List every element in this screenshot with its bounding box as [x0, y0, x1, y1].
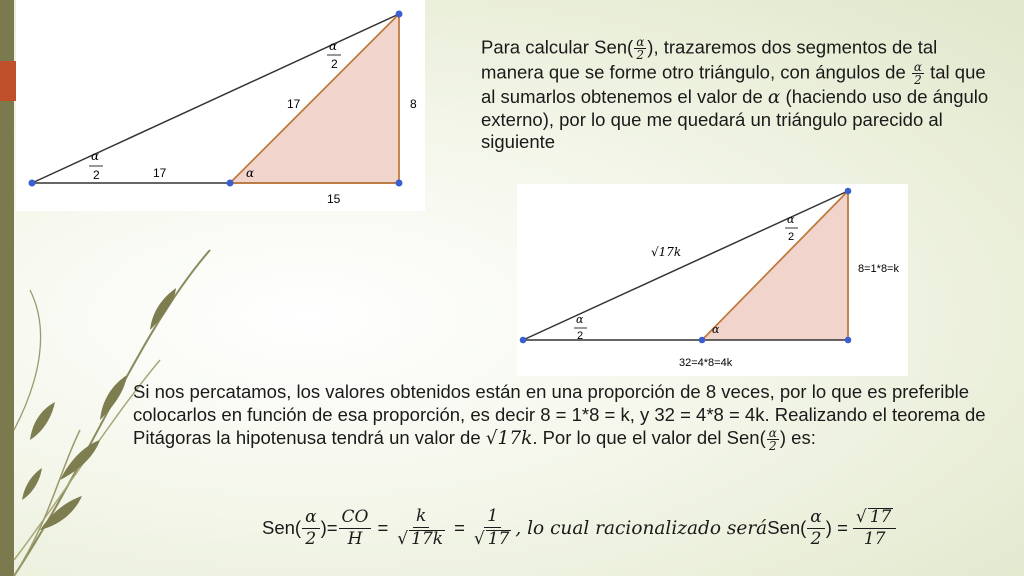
- label2-base: 32=4*8=4k: [679, 357, 733, 369]
- label-hyp-17: 17: [287, 97, 301, 111]
- paragraph-1: [481, 36, 1001, 153]
- formula-close-1: )=: [320, 517, 338, 538]
- p1-frac-num: α: [636, 35, 645, 49]
- label2-alpha-left: α: [576, 313, 584, 326]
- p1-frac2-den: 2: [914, 73, 922, 87]
- p2-frac-den: 2: [768, 438, 777, 453]
- f4-den: 17: [487, 529, 510, 549]
- formula-close-2: ) =: [825, 517, 848, 538]
- figure-1-svg: [16, 0, 425, 211]
- label-two-top: 2: [331, 57, 338, 71]
- point-d[interactable]: [396, 11, 403, 18]
- point-b[interactable]: [227, 180, 234, 187]
- formula-frac-6: [853, 506, 896, 550]
- formula-sen-1: Sen(: [262, 517, 302, 538]
- p1-frac-den: 2: [636, 48, 645, 62]
- p2-frac: [767, 427, 779, 452]
- p1-frac-alpha-2b: [912, 61, 924, 86]
- label-alpha-left: α: [91, 149, 100, 163]
- label2-side: 8=1*8=k: [858, 263, 899, 275]
- leaf-3: [100, 375, 127, 420]
- p2-sqrt: √17k: [485, 428, 533, 449]
- f4-root: √: [473, 529, 485, 549]
- label-two-left: 2: [93, 168, 100, 182]
- label2-hypotenuse: √17k: [651, 245, 682, 259]
- formula-frac-1: [302, 507, 319, 550]
- f1-num: α: [302, 507, 319, 529]
- p1-alpha: α: [767, 87, 781, 108]
- point-c2[interactable]: [845, 337, 852, 344]
- label-base-15: 15: [327, 192, 341, 206]
- label2-alpha-top: α: [787, 213, 795, 226]
- f5-den: 2: [810, 528, 822, 549]
- formula-eq-1: =: [377, 517, 389, 538]
- f4-num: 1: [484, 506, 501, 528]
- f2-num: CO: [339, 507, 372, 529]
- label-alpha: α: [246, 166, 255, 180]
- f3-root: √: [397, 529, 409, 549]
- f2-den: H: [347, 528, 363, 549]
- f6-num: 17: [869, 507, 892, 527]
- leaf-4: [30, 402, 55, 440]
- formula-frac-2: [339, 507, 372, 550]
- f6-num-wrap: [853, 506, 896, 529]
- label-alpha-top: α: [329, 39, 338, 53]
- formula-comment: , lo cual racionalizado será: [515, 517, 768, 539]
- vine-stem-4: [14, 290, 41, 430]
- figure-2-svg: [517, 184, 908, 376]
- p1-text-start: Para calcular Sen(: [481, 36, 634, 58]
- sine-formula: [262, 506, 897, 550]
- f3-num: k: [413, 506, 429, 528]
- leaf-6: [22, 468, 42, 500]
- figure-triangle-2: [517, 184, 908, 376]
- p2-text-1: Si nos percatamos, los valores obtenidos están en una proporción de 8 veces, por lo que es preferible colocarlos en función de esa proporción, es decir 8 = 1*8 = k, y 32 = 4*8 = 4k. Realizando el teorema de Pitágoras la hipotenusa tendrá un valor de: [133, 381, 986, 448]
- label-base-17: 17: [153, 166, 167, 180]
- p1-frac-alpha-2: [634, 36, 646, 61]
- point-a2[interactable]: [520, 337, 527, 344]
- f6-den: 17: [863, 529, 886, 549]
- label2-alpha: α: [712, 323, 720, 336]
- formula-sen-2: Sen(: [767, 517, 807, 538]
- f6-root: √: [855, 507, 867, 527]
- p1-text-mid: ), trazaremos dos segmentos de tal manera que se forme otro triángulo, con ángulos de: [481, 36, 938, 83]
- formula-eq-2: =: [454, 517, 465, 538]
- point-d2[interactable]: [845, 188, 852, 195]
- f5-num: α: [807, 507, 824, 529]
- label2-two-top: 2: [788, 231, 795, 243]
- formula-frac-5: [807, 507, 824, 550]
- p2-text-3: ) es:: [779, 427, 816, 448]
- leaf-1: [60, 440, 100, 480]
- f1-den: 2: [305, 528, 317, 549]
- formula-frac-3: [394, 506, 448, 550]
- formula-frac-4: [471, 506, 514, 550]
- p2-frac-num: α: [768, 425, 777, 440]
- label2-two-left: 2: [577, 330, 584, 342]
- f3-den-wrap: [394, 528, 448, 550]
- label-side-8: 8: [410, 97, 417, 111]
- p2-text-2: . Por lo que el valor del Sen(: [532, 427, 766, 448]
- f4-den-wrap: [471, 528, 514, 550]
- f3-den: 17k: [411, 529, 444, 549]
- leaf-5: [150, 288, 176, 330]
- p1-frac2-num: α: [913, 60, 922, 74]
- point-a[interactable]: [29, 180, 36, 187]
- point-b2[interactable]: [699, 337, 706, 344]
- p1-text-line2: tal que al sumarlos obtenemos el valor de: [481, 61, 986, 107]
- p1-text-end: (haciendo uso de ángulo externo), por lo que me quedará un triángulo parecido al siguiente: [481, 86, 989, 152]
- paragraph-2: [133, 380, 1013, 452]
- point-c[interactable]: [396, 180, 403, 187]
- figure-triangle-1: [16, 0, 425, 211]
